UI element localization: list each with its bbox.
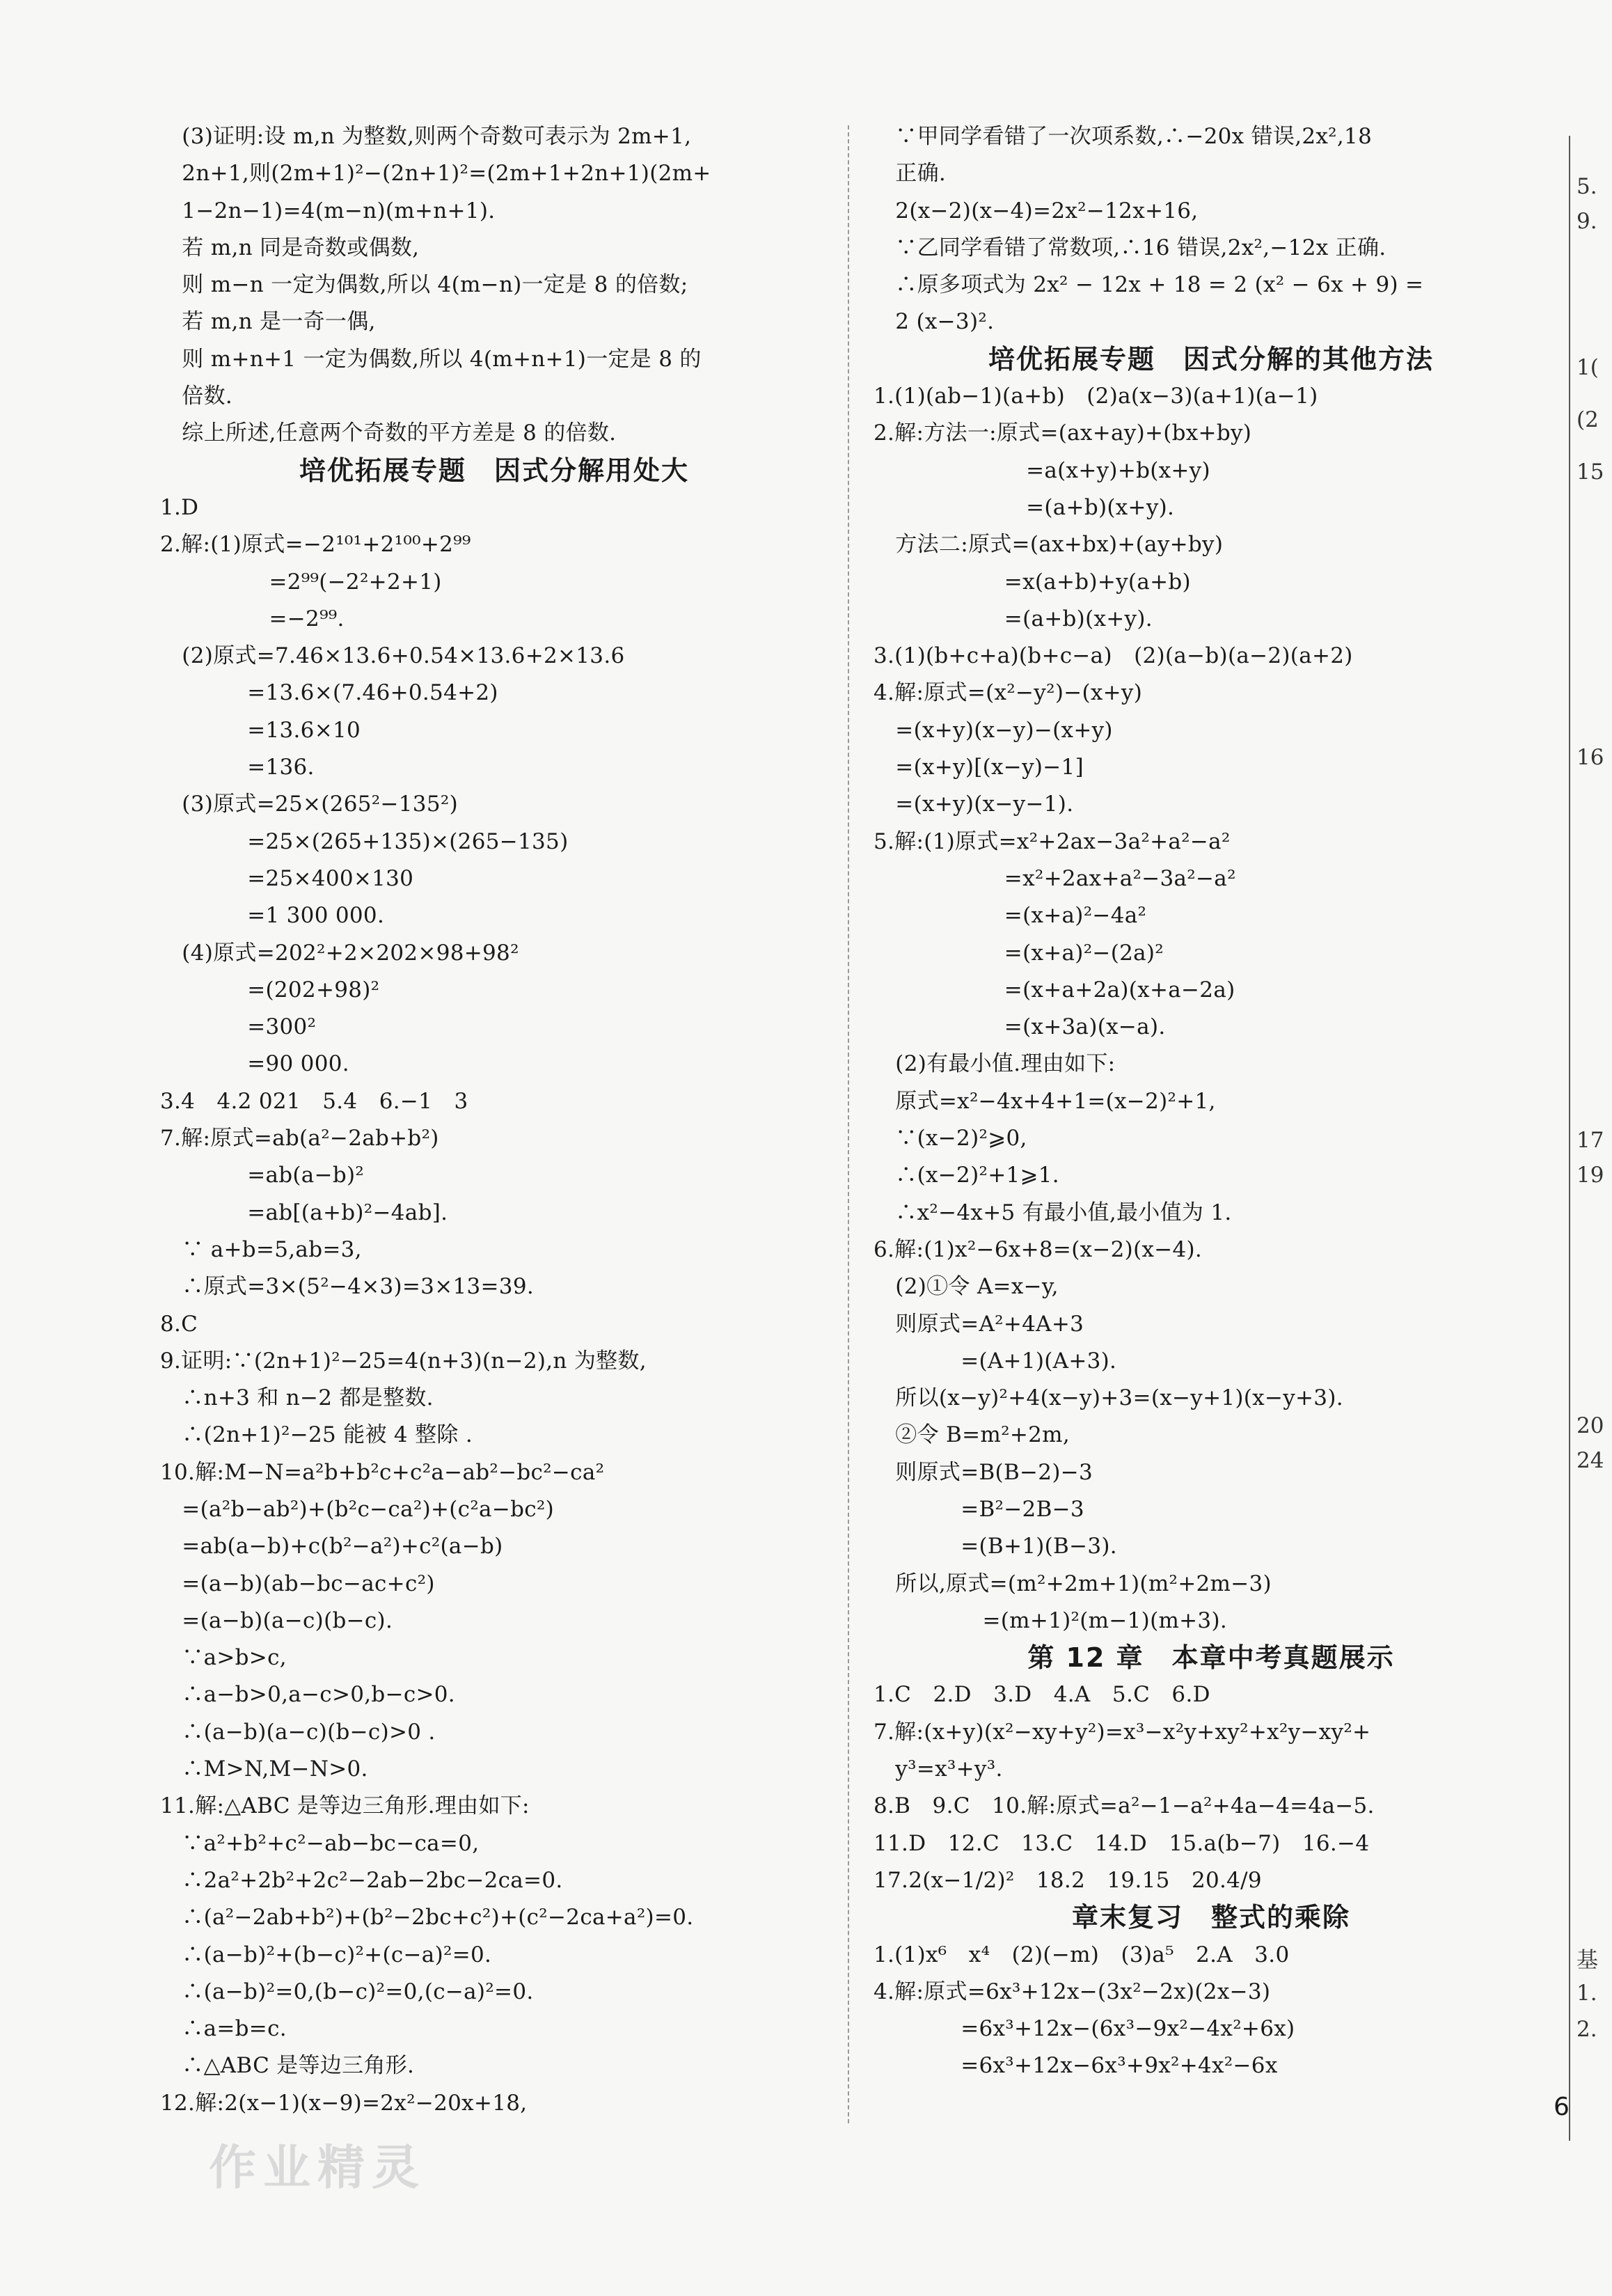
answer-line: =25×(265+135)×(265−135): [160, 828, 569, 854]
edge-fragment: 1.: [1577, 1981, 1597, 2006]
answer-line: 17.2(x−1/2)² 18.2 19.15 20.4/9: [874, 1867, 1262, 1893]
answer-line: ∵ a+b=5,ab=3,: [160, 1236, 362, 1262]
answer-line: ∵a²+b²+c²−ab−bc−ca=0,: [160, 1830, 480, 1856]
answer-line: 7.解:原式=ab(a²−2ab+b²): [160, 1126, 439, 1151]
answer-line: =(x+a)²−(2a)²: [874, 940, 1164, 966]
answer-line: =(a−b)(ab−bc−ac+c²): [160, 1571, 435, 1596]
answer-line: ②令 B=m²+2m,: [874, 1422, 1070, 1448]
answer-line: ∴a−b>0,a−c>0,b−c>0.: [160, 1682, 455, 1708]
watermark: 作业精灵: [209, 2141, 427, 2196]
answer-line: 2 (x−3)².: [874, 309, 995, 335]
answer-line: =(x+y)(x−y)−(x+y): [874, 717, 1113, 743]
answer-line: 7.解:(x+y)(x²−xy+y²)=x³−x²y+xy²+x²y−xy²+: [874, 1719, 1371, 1745]
answer-line: 倍数.: [160, 384, 233, 409]
answer-line: ∴(a−b)²=0,(b−c)²=0,(c−a)²=0.: [160, 1979, 534, 2004]
answer-line: y³=x³+y³.: [874, 1756, 1003, 1782]
answer-line: =B²−2B−3: [874, 1496, 1084, 1522]
answer-line: ∴2a²+2b²+2c²−2ab−2bc−2ca=0.: [160, 1867, 563, 1893]
answer-line: (3)原式=25×(265²−135²): [160, 792, 458, 817]
answer-line: =(x+a+2a)(x+a−2a): [874, 977, 1235, 1002]
answer-line: =300²: [160, 1014, 317, 1040]
answer-line: 则原式=A²+4A+3: [874, 1311, 1084, 1337]
answer-line: 若 m,n 是一奇一偶,: [160, 309, 376, 335]
answer-line: 4.解:原式=6x³+12x−(3x²−2x)(2x−3): [874, 1979, 1271, 2004]
edge-fragment: 2.: [1577, 2017, 1597, 2042]
answer-line: =(x+y)[(x−y)−1]: [874, 755, 1084, 780]
answer-line: =(x+y)(x−y−1).: [874, 792, 1074, 817]
answer-line: ∴(a²−2ab+b²)+(b²−2bc+c²)+(c²−2ca+a²)=0.: [160, 1905, 694, 1931]
answer-line: 2(x−2)(x−4)=2x²−12x+16,: [874, 198, 1199, 223]
answer-line: 4.解:原式=(x²−y²)−(x+y): [874, 680, 1143, 706]
answer-line: ∵乙同学看错了常数项,∴16 错误,2x²,−12x 正确.: [874, 235, 1386, 260]
edge-fragment: 17: [1577, 1128, 1604, 1153]
answer-line: =6x³+12x−6x³+9x²+4x²−6x: [874, 2053, 1278, 2079]
answer-line: 3.4 4.2 021 5.4 6.−1 3: [160, 1088, 468, 1114]
answer-line: ∴原多项式为 2x² − 12x + 18 = 2 (x² − 6x + 9) =: [874, 272, 1424, 298]
left-column: [160, 118, 828, 2122]
answer-line: ∴原式=3×(5²−4×3)=3×13=39.: [160, 1274, 534, 1300]
answer-line: (2)原式=7.46×13.6+0.54×13.6+2×13.6: [160, 643, 625, 669]
answer-line: 若 m,n 同是奇数或偶数,: [160, 235, 420, 260]
answer-line: =ab(a−b)+c(b²−a²)+c²(a−b): [160, 1534, 503, 1559]
answer-line: (2)①令 A=x−y,: [874, 1274, 1059, 1300]
answer-line: =(x+3a)(x−a).: [874, 1014, 1166, 1040]
answer-line: =(a−b)(a−c)(b−c).: [160, 1607, 393, 1633]
answer-line: (4)原式=202²+2×202×98+98²: [160, 940, 519, 966]
answer-line: 11.解:△ABC 是等边三角形.理由如下:: [160, 1793, 530, 1819]
answer-line: =−2⁹⁹.: [160, 606, 345, 631]
answer-line: 原式=x²−4x+4+1=(x−2)²+1,: [874, 1088, 1216, 1114]
answer-line: ∴(a−b)(a−c)(b−c)>0 .: [160, 1719, 436, 1745]
answer-line: =25×400×130: [160, 865, 414, 891]
page-number: 6: [1554, 2093, 1570, 2121]
edge-fragment: 9.: [1577, 209, 1597, 234]
answer-line: ∵(x−2)²⩾0,: [874, 1126, 1027, 1151]
edge-fragment: 19: [1577, 1163, 1604, 1188]
answer-line: =x(a+b)+y(a+b): [874, 569, 1191, 595]
section-heading: 第 12 章 本章中考真题展示: [1027, 1642, 1395, 1674]
answer-line: (3)证明:设 m,n 为整数,则两个奇数可表示为 2m+1,: [160, 124, 692, 149]
answer-line: =ab(a−b)²: [160, 1163, 365, 1188]
answer-line: =a(x+y)+b(x+y): [874, 457, 1210, 483]
answer-line: ∴a=b=c.: [160, 2016, 287, 2042]
answer-line: ∴(a−b)²+(b−c)²+(c−a)²=0.: [160, 1942, 492, 1967]
answer-line: 6.解:(1)x²−6x+8=(x−2)(x−4).: [874, 1236, 1203, 1262]
column-divider: [848, 125, 849, 2123]
answer-line: 所以(x−y)²+4(x−y)+3=(x−y+1)(x−y+3).: [874, 1385, 1343, 1411]
answer-line: ∴x²−4x+5 有最小值,最小值为 1.: [874, 1200, 1232, 1225]
answer-line: ∵a>b>c,: [160, 1645, 287, 1671]
answer-line: =2⁹⁹(−2²+2+1): [160, 569, 442, 595]
answer-line: =13.6×10: [160, 717, 361, 743]
answer-line: 正确.: [874, 161, 947, 187]
answer-line: ∵甲同学看错了一次项系数,∴−20x 错误,2x²,18: [874, 124, 1373, 149]
answer-line: =(A+1)(A+3).: [874, 1348, 1117, 1374]
answer-line: 11.D 12.C 13.C 14.D 15.a(b−7) 16.−4: [874, 1830, 1370, 1856]
edge-fragment: 基: [1577, 1948, 1598, 1973]
answer-line: 方法二:原式=(ax+bx)+(ay+by): [874, 532, 1224, 558]
answer-line: =6x³+12x−(6x³−9x²−4x²+6x): [874, 2016, 1295, 2042]
answer-line: 10.解:M−N=a²b+b²c+c²a−ab²−bc²−ca²: [160, 1459, 605, 1485]
answer-line: 则原式=B(B−2)−3: [874, 1459, 1093, 1485]
answer-line: 则 m−n 一定为偶数,所以 4(m−n)一定是 8 的倍数;: [160, 272, 688, 298]
answer-line: 3.(1)(b+c+a)(b+c−a) (2)(a−b)(a−2)(a+2): [874, 643, 1353, 669]
answer-line: =x²+2ax+a²−3a²−a²: [874, 865, 1236, 891]
answer-line: 1−2n−1)=4(m−n)(m+n+1).: [160, 198, 496, 223]
right-edge-rule: [1569, 136, 1570, 2141]
answer-line: 2.解:方法一:原式=(ax+ay)+(bx+by): [874, 420, 1252, 446]
answer-line: =(B+1)(B−3).: [874, 1534, 1117, 1559]
section-heading: 章末复习 整式的乘除: [1071, 1902, 1350, 1933]
answer-line: 1.C 2.D 3.D 4.A 5.C 6.D: [874, 1682, 1210, 1708]
edge-fragment: 5.: [1577, 174, 1597, 199]
answer-line: =90 000.: [160, 1051, 349, 1077]
edge-fragment: 1(: [1577, 355, 1599, 380]
answer-line: ∴(x−2)²+1⩾1.: [874, 1163, 1059, 1188]
answer-line: =(m+1)²(m−1)(m+3).: [874, 1607, 1228, 1633]
answer-line: =ab[(a+b)²−4ab].: [160, 1200, 448, 1225]
answer-line: 5.解:(1)原式=x²+2ax−3a²+a²−a²: [874, 828, 1231, 854]
answer-line: 则 m+n+1 一定为偶数,所以 4(m+n+1)一定是 8 的: [160, 346, 702, 372]
answer-line: 2.解:(1)原式=−2¹⁰¹+2¹⁰⁰+2⁹⁹: [160, 532, 471, 558]
answer-line: 所以,原式=(m²+2m+1)(m²+2m−3): [874, 1571, 1272, 1596]
edge-fragment: 20: [1577, 1413, 1604, 1438]
answer-line: =(a+b)(x+y).: [874, 606, 1153, 631]
answer-line: =136.: [160, 755, 315, 780]
answer-line: ∴△ABC 是等边三角形.: [160, 2053, 415, 2079]
answer-line: =1 300 000.: [160, 903, 385, 929]
answer-line: 1.D: [160, 494, 199, 520]
answer-line: 综上所述,任意两个奇数的平方差是 8 的倍数.: [160, 420, 617, 446]
answer-line: ∴M>N,M−N>0.: [160, 1756, 368, 1782]
edge-fragment: 24: [1577, 1448, 1604, 1473]
answer-line: =(202+98)²: [160, 977, 380, 1002]
answer-line: 2n+1,则(2m+1)²−(2n+1)²=(2m+1+2n+1)(2m+: [160, 161, 711, 187]
section-heading: 培优拓展专题 因式分解用处大: [299, 455, 689, 486]
edge-fragment: 16: [1577, 745, 1604, 770]
edge-fragment: (2: [1577, 407, 1599, 432]
answer-line: 9.证明:∵(2n+1)²−25=4(n+3)(n−2),n 为整数,: [160, 1348, 647, 1374]
middle-column: [874, 118, 1549, 2085]
section-heading: 培优拓展专题 因式分解的其他方法: [988, 343, 1434, 375]
answer-line: =(a+b)(x+y).: [874, 494, 1175, 520]
answer-line: ∴n+3 和 n−2 都是整数.: [160, 1385, 434, 1411]
edge-fragment: 15: [1577, 459, 1604, 485]
answer-line: =13.6×(7.46+0.54+2): [160, 680, 498, 706]
answer-line: 1.(1)(ab−1)(a+b) (2)a(x−3)(a+1)(a−1): [874, 384, 1318, 409]
answer-line: 12.解:2(x−1)(x−9)=2x²−20x+18,: [160, 2090, 528, 2116]
answer-line: 1.(1)x⁶ x⁴ (2)(−m) (3)a⁵ 2.A 3.0: [874, 1942, 1290, 1967]
answer-line: =(a²b−ab²)+(b²c−ca²)+(c²a−bc²): [160, 1496, 555, 1522]
answer-line: =(x+a)²−4a²: [874, 903, 1147, 929]
answer-line: 8.C: [160, 1311, 198, 1337]
answer-line: ∴(2n+1)²−25 能被 4 整除 .: [160, 1422, 473, 1448]
answer-line: 8.B 9.C 10.解:原式=a²−1−a²+4a−4=4a−5.: [874, 1793, 1375, 1819]
answer-line: (2)有最小值.理由如下:: [874, 1051, 1116, 1077]
